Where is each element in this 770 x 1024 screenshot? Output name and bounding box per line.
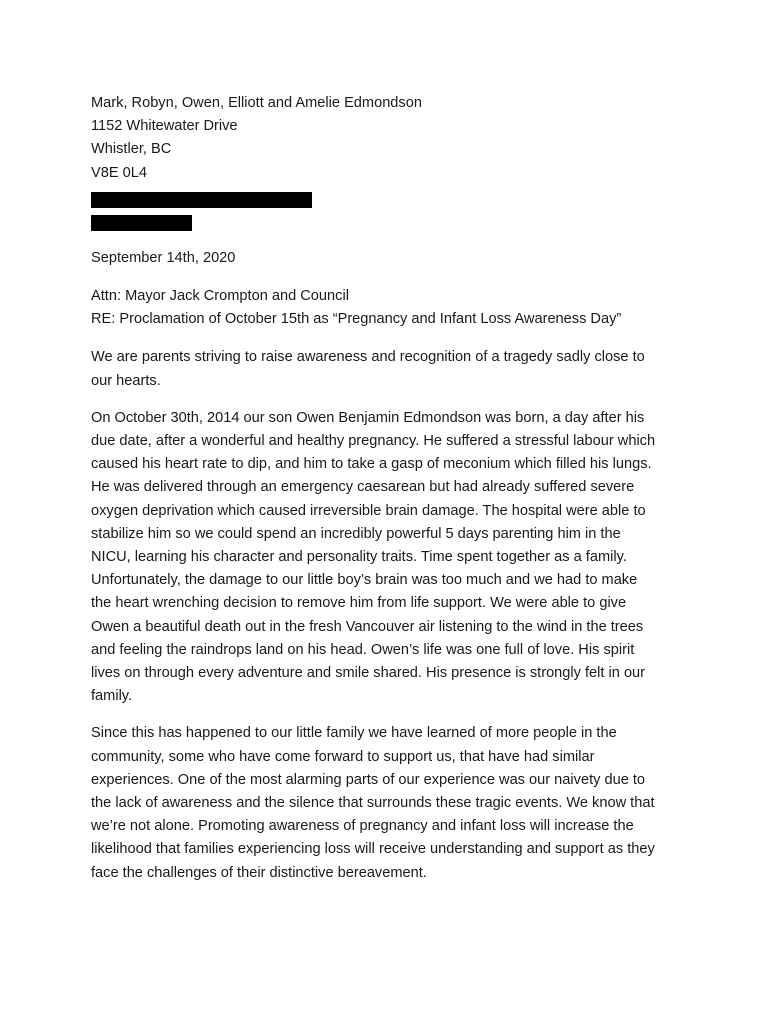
letter-date: September 14th, 2020 [91,249,236,266]
paragraph-line: oxygen deprivation which caused irreversible brain damage. The hospital were able to [91,502,646,519]
paragraph-line: lives on through every adventure and smile shared. His presence is strongly felt in our [91,665,646,682]
paragraph-line: face the challenges of their distinctive bereavement. [91,864,427,881]
body-paragraph [91,722,691,884]
paragraph-line: community, some who have come forward to support us, that have had similar [91,748,595,765]
attention-line: Attn: Mayor Jack Crompton and Council [91,288,349,305]
redaction-bar [91,192,312,208]
paragraph-line: Unfortunately, the damage to our little boy’s brain was too much and we had to make [91,572,638,589]
paragraph-line: We are parents striving to raise awareness and recognition of a tragedy sadly close to [91,349,645,366]
sender-names: Mark, Robyn, Owen, Elliott and Amelie Edmondson [91,95,422,111]
paragraph-line: On October 30th, 2014 our son Owen Benjamin Edmondson was born, a day after his [91,409,645,426]
paragraph-line: our hearts. [91,372,161,389]
paragraph-line: caused his heart rate to dip, and him to take a gasp of meconium which filled his lungs. [91,456,652,473]
paragraph-line: we’re not alone. Promoting awareness of pregnancy and infant loss will increase the [91,818,634,835]
sender-city: Whistler, BC [91,141,172,158]
paragraph-line: NICU, learning his character and personality traits. Time spent together as a family. [91,549,627,566]
paragraph-line: Owen a beautiful death out in the fresh Vancouver air listening to the wind in the trees [91,618,644,635]
paragraph-line: likelihood that families experiencing loss will receive understanding and support as they [91,841,655,858]
recipient-block [91,285,691,331]
paragraph-line: due date, after a wonderful and healthy pregnancy. He suffered a stressful labour which [91,433,656,450]
paragraph-line: the heart wrenching decision to remove him from life support. We were able to give [91,595,627,612]
paragraph-line: He was delivered through an emergency caesarean but had already suffered severe [91,479,635,496]
body-paragraph [91,346,691,392]
paragraph-line: stabilize him so we could spend an incredibly powerful 5 days parenting him in the [91,525,621,542]
letter-body [91,92,691,885]
sender-street: 1152 Whitewater Drive [91,118,238,135]
paragraph-line: family. [91,688,133,705]
subject-line: RE: Proclamation of October 15th as “Pregnancy and Infant Loss Awareness Day” [91,311,622,328]
paragraph-line: experiences. One of the most alarming parts of our experience was our naivety due to [91,771,646,788]
body-paragraph [91,407,691,709]
letter-paragraphs [91,346,691,884]
paragraph-line: the lack of awareness and the silence that surrounds these tragic events. We know that [91,795,655,812]
paragraph-line: and feeling the raindrops land on his head. Owen’s life was one full of love. His spirit [91,641,635,658]
sender-postal-code: V8E 0L4 [91,164,147,181]
redaction-bar [91,215,192,231]
sender-address [91,92,691,185]
paragraph-line: Since this has happened to our little family we have learned of more people in the [91,725,617,742]
